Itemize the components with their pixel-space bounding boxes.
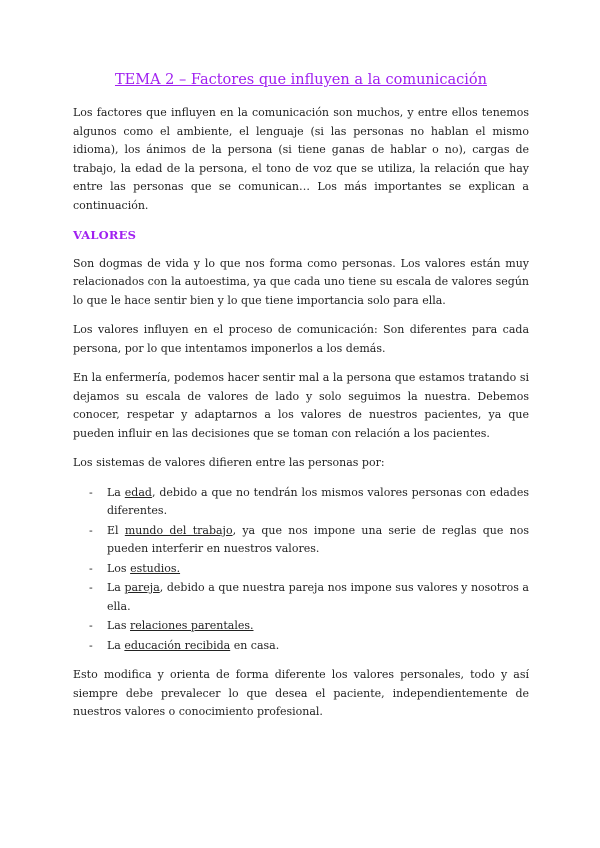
- closing-paragraph: Esto modifica y orienta de forma diferente los valores personales, todo y así siempre debe prevalecer lo que desea el paciente, independientemente de nuestros valores o conocimiento profesional.: [73, 668, 529, 718]
- list-item: - La edad, debido a que no tendrán los mismos valores personas con edades diferentes.: [89, 485, 529, 517]
- underlined-term: estudios.: [130, 561, 181, 575]
- paragraph-communication: Los valores influyen en el proceso de comunicación: Son diferentes para cada persona, por lo que intentamos imponerlos a los demás.: [73, 323, 529, 355]
- list-dash: -: [89, 561, 93, 575]
- document-title: TEMA 2 – Factores que influyen a la comunicación: [114, 72, 487, 88]
- list-item: - La pareja, debido a que nuestra pareja nos impone sus valores y nosotros a ella.: [89, 581, 529, 613]
- list-dash: -: [89, 523, 93, 537]
- list-dash: -: [89, 638, 93, 652]
- underlined-term: pareja: [124, 581, 160, 594]
- list-item: - El mundo del trabajo, ya que nos impone una serie de reglas que nos pueden interferir en nuestros valores.: [89, 523, 529, 555]
- list-item: - La educación recibida en casa.: [73, 637, 529, 656]
- underlined-term: edad: [124, 485, 152, 499]
- list-dash: -: [89, 619, 93, 632]
- intro-paragraph: Los factores que influyen en la comunicación son muchos, y entre ellos tenemos algunos como el ambiente, el lenguaje (si las personas no hablan el mismo idioma), los ánimos de la persona (si tiene ganas de hablar o no), cargas de trabajo, la edad de la persona, el tono de voz que se utiliza, la relación que hay entre las personas que se comunican… Los más importantes se explican a continuación.: [73, 106, 529, 212]
- factors-list: [73, 484, 529, 656]
- document-body: [73, 70, 529, 733]
- section-heading: VALORES: [73, 228, 137, 242]
- list-item: - Las relaciones parentales.: [73, 617, 529, 636]
- paragraph-definition: Son dogmas de vida y lo que nos forma como personas. Los valores están muy relacionados con la autoestima, ya que cada uno tiene su escala de valores según lo que le hace sentir bien y lo que tiene importancia solo para ella.: [73, 256, 529, 307]
- underlined-term: relaciones parentales.: [130, 619, 254, 632]
- list-dash: -: [89, 485, 93, 499]
- underlined-term: educación recibida: [124, 638, 231, 652]
- list-dash: -: [89, 581, 93, 594]
- paragraph-nursing: En la enfermería, podemos hacer sentir mal a la persona que estamos tratando si dejamos su escala de valores de lado y solo seguimos la nuestra. Debemos conocer, respetar y adaptarnos a los valores de nuestros pacientes, ya que pueden influir en las decisiones que se toman con relación a los pacientes.: [73, 371, 529, 440]
- list-item: - Los estudios.: [73, 560, 529, 579]
- underlined-term: mundo del trabajo: [124, 523, 233, 537]
- paragraph-list-intro: Los sistemas de valores difieren entre las personas por:: [73, 456, 385, 469]
